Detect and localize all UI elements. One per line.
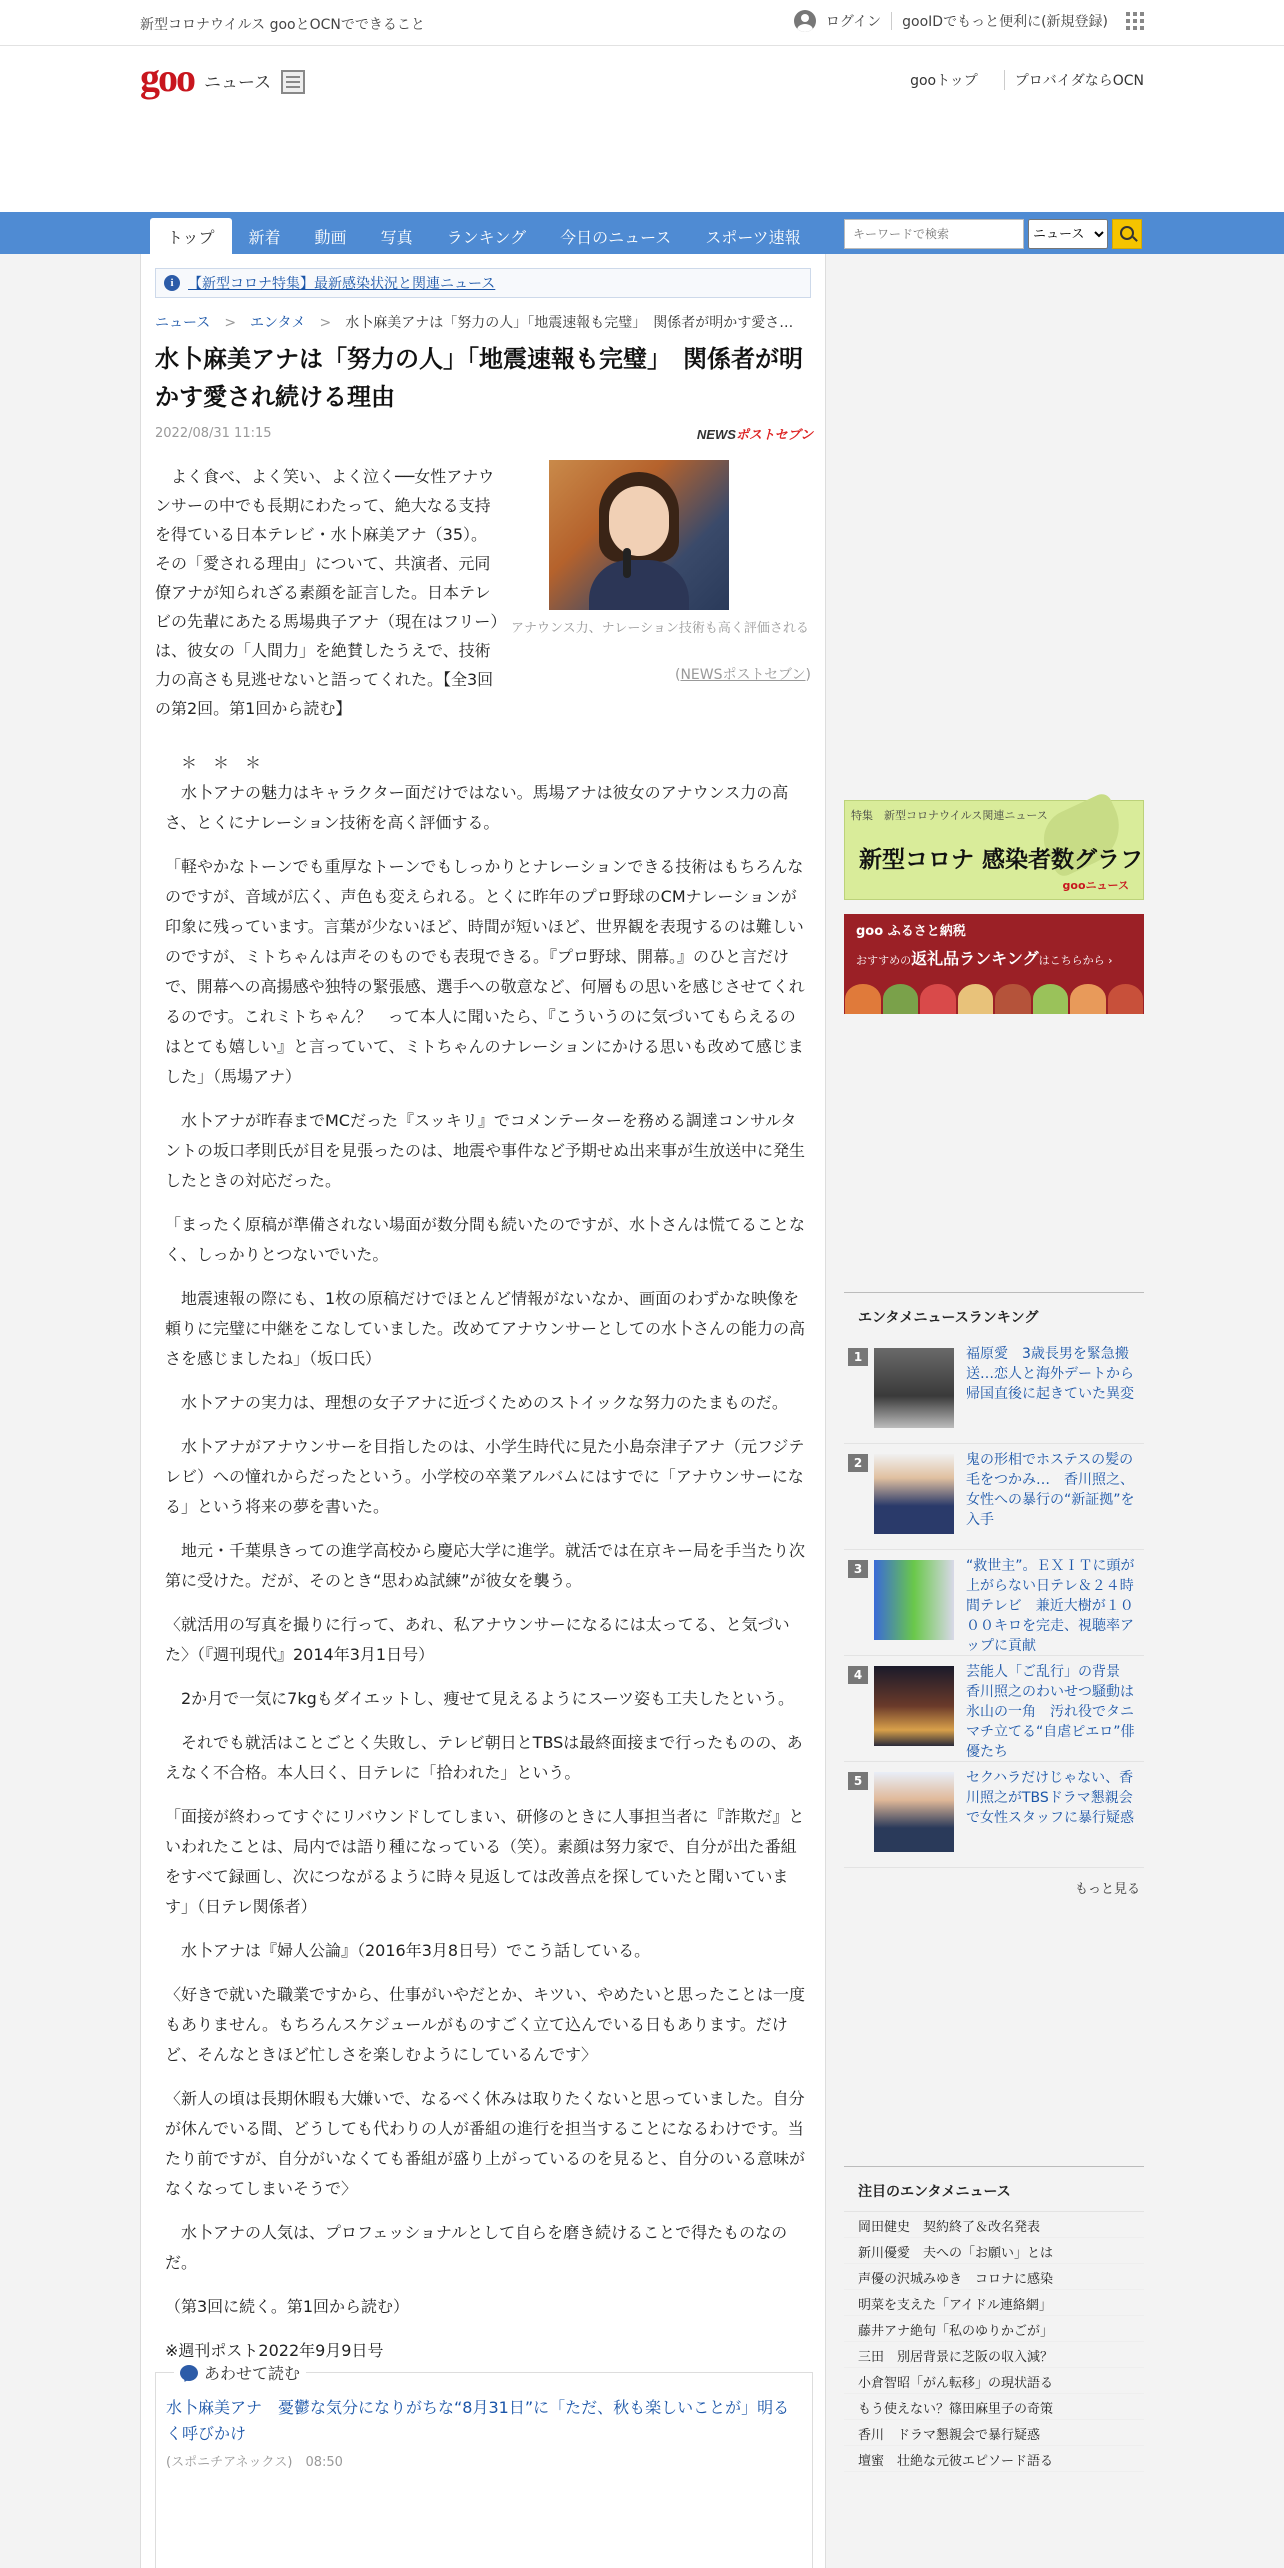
breadcrumb-entame[interactable]: エンタメ [250,315,306,331]
rank-number: 1 [848,1348,868,1366]
ranking-thumbnail[interactable] [874,1348,954,1428]
rank-number: 5 [848,1772,868,1790]
breadcrumb-separator: > [224,315,237,331]
divider [891,12,892,30]
furusato-banner-text: おすすめの返礼品ランキングはこちらから › [856,949,1113,968]
news-postseven-logo: NEWSポストセブン [696,427,813,442]
article-paragraph: それでも就活はことごとく失敗し、テレビ朝日とTBSは最終面接まで行ったものの、あえなく不合格。本人曰く、日テレに「拾われた」という。 [165,1733,803,1782]
covid-tagline-link[interactable]: 新型コロナウイルス gooとOCNでできること [140,17,425,33]
ranking-item-link[interactable]: 鬼の形相でホステスの髪の毛をつかみ… 香川照之、女性への暴行の“新証拠”を入手 [966,1452,1135,1528]
breadcrumb [155,312,815,332]
ranking-thumbnail[interactable] [874,1560,954,1640]
tab-today[interactable]: 今日のニュース [560,227,672,247]
rank-number: 4 [848,1666,868,1684]
related-heading [174,2361,306,2384]
rank-number: 2 [848,1454,868,1472]
ranking-thumbnail[interactable] [874,1454,954,1534]
article-paragraph: 水卜アナは『婦人公論』（2016年3月8日号）でこう話している。 [165,1941,651,1960]
article-paragraph: 〈新人の頃は長期休暇も大嫌いで、なるべく休みは取りたくないと思っていました。自分が休んでいる間、どうしても代わりの人が番組の進行を担当することになるわけです。当たり前ですが、自分がいなくても番組が盛り上がっているのを見ると、自分のいる意味がなくなってしまいそうで〉 [165,2089,806,2198]
related-article-source: (スポニチアネックス) 08:50 [166,2455,343,2470]
app-grid-icon[interactable] [1126,12,1144,30]
goo-logo-text: goo [140,55,194,100]
article-paragraph: ＊ ＊ ＊ 水卜アナの魅力はキャラクター面だけではない。馬場アナは彼女のアナウンス力の高さ、とくにナレーション技術を高く評価する。 [165,753,789,832]
banner-label: 特集 新型コロナウイルス関連ニュース [851,809,1048,822]
article-paragraph: 水卜アナがアナウンサーを目指したのは、小学生時代に見た小島奈津子アナ（元フジテレビ）への憧れからだったという。小学校の卒業アルバムにはすでに「アナウンサーになる」という将来の夢を書いた。 [165,1437,805,1516]
ranking-item-link[interactable]: セクハラだけじゃない、香川照之がTBSドラマ懇親会で女性スタッフに暴行疑惑 [966,1770,1134,1826]
site-header [0,46,1284,212]
furusato-banner[interactable] [844,914,1144,1014]
article-body [165,748,805,2380]
tab-latest[interactable]: 新着 [248,227,281,247]
related-article-link[interactable]: 水卜麻美アナ 憂鬱な気分になりがちな“8月31日”に「ただ、秋も楽しいことが」明るく呼びかけ [166,2398,790,2443]
article-paragraph: 〈就活用の写真を撮りに行って、あれ、私アナウンサーになるには太ってる、と気づいた〉（『週刊現代』2014年3月1日号） [165,1615,790,1664]
search-input[interactable] [844,219,1024,249]
banner-brand: gooニュース [1062,879,1129,892]
ranking-item-link[interactable]: 福原愛 3歳長男を緊急搬送…恋人と海外デートから帰国直後に起きていた異変 [966,1346,1134,1402]
article-paragraph: 水卜アナが昨春までMCだった『スッキリ』でコメンテーターを務める調達コンサルタントの坂口孝則氏が目を見張ったのは、地震や事件など予期せぬ出来事が生放送中に発生したときの対応だった。 [165,1111,806,1190]
pickup-heading: 注目のエンタメニュース [844,2166,1144,2212]
photo-credit: (NEWSポストセブン) [674,667,811,683]
pickup-news-link[interactable]: 香川 ドラマ懇親会で暴行疑惑 [844,2420,1144,2446]
article-paragraph: 水卜アナの実力は、理想の女子アナに近づくためのストイックな努力のたまものだ。 [165,1393,788,1412]
search-button[interactable] [1112,219,1142,249]
article-photo[interactable] [549,460,729,610]
food-images [844,984,1144,1014]
user-icon[interactable] [794,10,816,32]
pickup-news-link[interactable]: 藤井アナ絶句「私のゆりかごが」 [844,2316,1144,2342]
article-paragraph: 地元・千葉県きっての進学高校から慶応大学に進学。就活では在京キー局を手当たり次第に受けた。だが、そのとき“思わぬ試練”が彼女を襲う。 [165,1541,806,1590]
ranking-heading: エンタメニュースランキング [844,1292,1144,1338]
pickup-news-link[interactable]: もう使えない？篠田麻里子の奇策 [844,2394,1144,2420]
login-link[interactable]: ログイン [825,14,882,30]
pickup-news-link[interactable]: 小倉智昭「がん転移」の現状語る [844,2368,1144,2394]
news-logo-text: ニュース [204,73,272,93]
photo-caption: アナウンス力、ナレーション技術も高く評価される [511,621,809,636]
ocn-link[interactable]: プロバイダならOCN [1004,70,1144,90]
article-paragraph: （第3回に続く。第1回から読む） [165,2297,410,2316]
ranking-thumbnail[interactable] [874,1666,954,1746]
goo-news-logo[interactable] [140,55,305,100]
furusato-banner-title: goo ふるさと納税 [856,924,966,939]
tab-photo[interactable]: 写真 [380,227,413,247]
article-paragraph: 「まったく原稿が準備されない場面が数分間も続いたのですが、水卜さんは慌てることなく、しっかりとつないでいた。 [165,1215,806,1264]
tab-sports[interactable]: スポーツ速報 [705,227,801,247]
article-paragraph: 〈好きで就いた職業ですから、仕事がいやだとか、キツい、やめたいと思ったことは一度もありません。もちろんスケジュールがものすごく立て込んでいる日もあります。だけど、そんなときほど忙しさを楽しむようにしているんです〉 [165,1985,806,2064]
register-link[interactable]: gooIDでもっと便利に(新規登録) [902,14,1108,30]
pickup-news-link[interactable]: 壇蜜 壮絶な元彼エピソード語る [844,2446,1144,2472]
pickup-entame-news [844,2166,1144,2472]
article-column [140,254,826,2568]
tab-ranking[interactable]: ランキング [446,227,527,247]
newspaper-icon [281,70,305,94]
covid-notice [155,268,811,298]
breadcrumb-separator: > [319,315,332,331]
ranking-thumbnail[interactable] [874,1772,954,1852]
pickup-news-link[interactable]: 三田 別居背景に芝阪の収入減？ [844,2342,1144,2368]
breadcrumb-current: 水卜麻美アナは「努力の人」「地震速報も完璧」 関係者が明かす愛さ… [345,315,794,331]
pickup-news-link[interactable]: 明菜を支えた「アイドル連絡網」 [844,2290,1144,2316]
goo-top-link[interactable]: gooトップ [910,73,978,89]
ranking-item[interactable] [844,1656,1144,1762]
article-lead: よく食べ、よく笑い、よく泣く──女性アナウンサーの中でも長期にわたって、絶大なる支持を得ている日本テレビ・水卜麻美アナ（35）。その「愛される理由」について、共演者、元同僚アナが知られざる素顔を証言した。日本テレビの先輩にあたる馬場典子アナ（現在はフリー）は、彼女の「人間力」を絶賛したうえで、技術力の高さも見逃せないと語ってくれた。【全3回の第2回。第1回から読む】 [155,467,499,718]
covid-graph-banner[interactable] [844,800,1144,900]
pickup-news-link[interactable]: 声優の沢城みゆき コロナに感染 [844,2264,1144,2290]
speech-bubble-icon [180,2365,198,2381]
ranking-item[interactable] [844,1762,1144,1868]
ranking-item[interactable] [844,1338,1144,1444]
tab-video[interactable]: 動画 [314,227,347,247]
article-paragraph: 「軽やかなトーンでも重厚なトーンでもしっかりとナレーションできる技術はもちろんなのですが、音域が広く、声色も変えられる。とくに昨年のプロ野球のCMナレーションが印象に残っています。言葉が少ないほど、時間が短いほど、世界観を表現するのは難しいのですが、ミトちゃんは声そのものでも表現できる。『プロ野球、開幕。』のひと言だけで、開幕への高揚感や独特の緊張感、選手への敬意など、何層もの思いを感じさせてくれるのです。これミトちゃん？ って本人に聞いたら、『こういうのに気づいてもらえるのはとても嬉しい』と言っていて、ミトちゃんのナレーションにかける思いも改めて感じました」（馬場アナ） [165,857,805,1086]
article-date: 2022/08/31 11:15 [155,426,272,441]
ranking-item-link[interactable]: 芸能人「ご乱行」の背景 香川照之のわいせつ騒動は氷山の一角 汚れ役でタニマチ立てる“自虐ピエロ”俳優たち [966,1664,1135,1760]
photo-credit-link[interactable]: NEWSポストセブン [680,667,806,683]
related-heading-text: あわせて読む [204,2364,301,2383]
pickup-news-link[interactable]: 岡田健史 契約終了＆改名発表 [844,2212,1144,2238]
article-title: 水卜麻美アナは「努力の人」「地震速報も完璧」 関係者が明かす愛され続ける理由 [155,345,803,411]
covid-notice-link[interactable]: 【新型コロナ特集】最新感染状況と関連ニュース [188,276,496,292]
tab-top[interactable]: トップ [150,218,232,254]
breadcrumb-news[interactable]: ニュース [155,315,211,331]
main-nav [0,212,1284,254]
article-paragraph: 地震速報の際にも、1枚の原稿だけでほとんど情報がないなか、画面のわずかな映像を頼りに完璧に中継をこなしていました。改めてアナウンサーとしての水卜さんの能力の高さを感じましたね」（坂口氏） [165,1289,806,1368]
article-paragraph: 「面接が終わってすぐにリバウンドしてしまい、研修のときに人事担当者に『詐欺だ』といわれたことは、局内では語り種になっている（笑）。素顔は努力家で、自分が出た番組をすべて録画し、次につながるように時々見返しては改善点を探していたと聞いています」（日テレ関係者） [165,1807,805,1916]
ranking-more-link[interactable]: もっと見る [1074,1882,1140,1897]
search-scope-select[interactable] [1028,219,1108,249]
article-paragraph: 水卜アナの人気は、プロフェッショナルとして自らを磨き続けることで得たものなのだ。 [165,2223,788,2272]
ranking-item[interactable] [844,1444,1144,1550]
related-articles [155,2364,813,2568]
ranking-item[interactable] [844,1550,1144,1656]
entame-ranking [844,1292,1144,1907]
utility-bar [0,0,1284,46]
rank-number: 3 [848,1560,868,1578]
article-paragraph: ※週刊ポスト2022年9月9日号 [165,2341,384,2360]
banner-title: 新型コロナ 感染者数グラフ [859,847,1144,873]
pickup-news-link[interactable]: 新川優愛 夫への「お願い」とは [844,2238,1144,2264]
info-icon: i [164,275,180,291]
ranking-item-link[interactable]: “救世主”。ＥＸＩＴに頭が上がらない日テレ＆２４時間テレビ 兼近大樹が１０００キロを完走、視聴率アップに貢献 [966,1558,1135,1654]
article-paragraph: 2か月で一気に7kgもダイエットし、痩せて見えるようにスーツ姿も工夫したという。 [165,1689,795,1708]
